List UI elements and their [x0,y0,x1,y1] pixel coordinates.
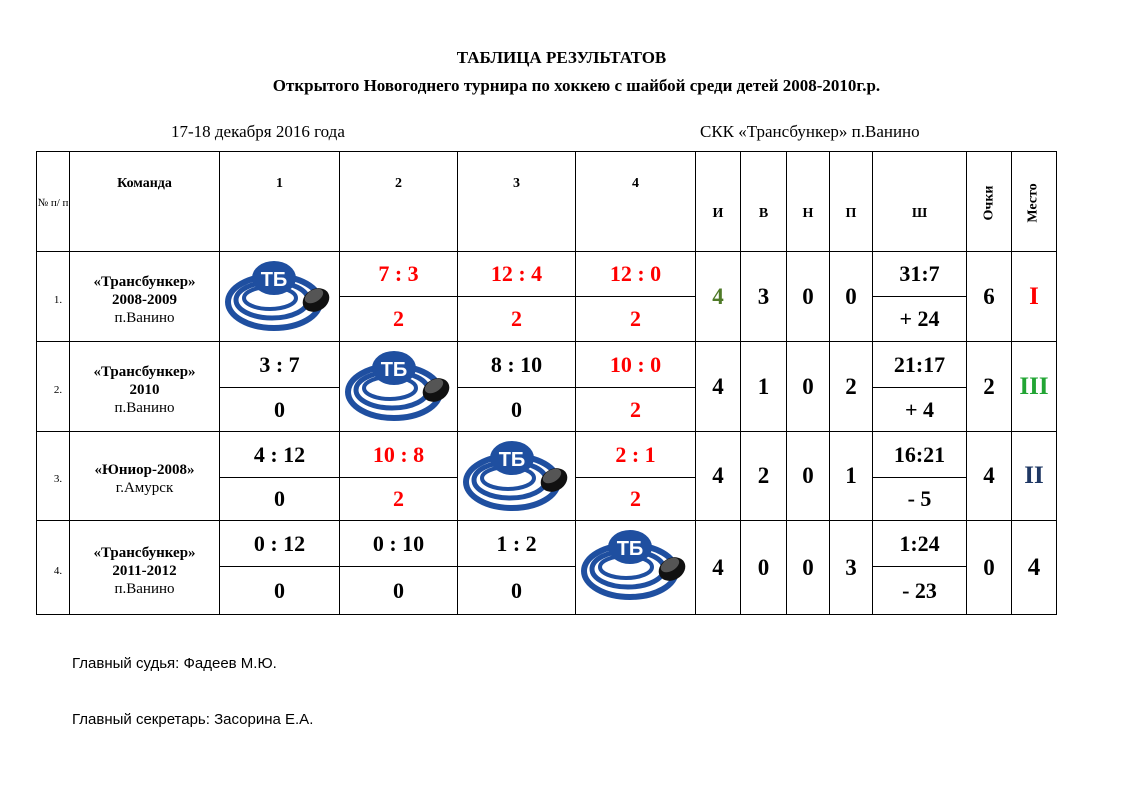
goals-ratio: 31:7 [873,252,967,297]
header-draws: Н [787,152,830,252]
match-points: 0 [458,388,576,432]
team-year: 2008-2009 [112,291,177,308]
team-logo-icon [462,436,572,521]
goal-difference: + 24 [873,297,967,342]
match-points: 2 [458,297,576,342]
match-score: 3 : 7 [220,342,340,388]
points: 4 [967,432,1012,521]
team-year: 2010 [129,381,160,398]
draws: 0 [787,342,830,432]
chief-secretary: Главный секретарь: Засорина Е.А. [72,711,314,728]
header-team: Команда [70,152,220,252]
header-goals: Ш [873,152,967,252]
results-table [36,151,1057,615]
match-score: 0 : 12 [220,521,340,567]
table-header-row [37,152,1057,252]
team-cell [70,252,220,342]
team-city: п.Ванино [114,580,175,597]
tournament-date: 17-18 декабря 2016 года [171,122,345,141]
match-points: 0 [220,478,340,521]
row-number: 4. [37,521,70,615]
svg-text:ТБ: ТБ [260,269,288,291]
points: 6 [967,252,1012,342]
match-score: 12 : 4 [458,252,576,297]
wins: 2 [741,432,787,521]
tournament-venue: СКК «Трансбункер» п.Ванино [700,122,920,141]
self-match-cell [340,342,458,432]
losses: 0 [830,252,873,342]
self-match-cell [576,521,696,615]
team-cell [70,342,220,432]
page-title: ТАБЛИЦА РЕЗУЛЬТАТОВ [456,48,667,67]
games-played: 4 [696,252,741,342]
points: 2 [967,342,1012,432]
match-points: 2 [576,388,696,432]
draws: 0 [787,252,830,342]
draws: 0 [787,432,830,521]
match-score: 2 : 1 [576,432,696,478]
team-city: п.Ванино [114,399,175,416]
chief-judge: Главный судья: Фадеев М.Ю. [72,655,277,672]
header-col-4: 4 [576,152,696,252]
team-name: «Трансбункер» [93,544,196,561]
svg-text:ТБ: ТБ [380,359,408,381]
match-points: 2 [576,297,696,342]
team-city: г.Амурск [115,480,174,496]
games-played: 4 [696,432,741,521]
team-city: п.Ванино [114,309,175,326]
match-points: 2 [340,478,458,521]
header-points-cell [967,152,1012,252]
losses: 3 [830,521,873,615]
header-col-1: 1 [220,152,340,252]
match-score: 10 : 8 [340,432,458,478]
match-points: 0 [220,567,340,615]
draws: 0 [787,521,830,615]
header-col-3: 3 [458,152,576,252]
games-played: 4 [696,342,741,432]
team-cell [70,521,220,615]
table-row [37,342,1057,388]
losses: 2 [830,342,873,432]
table-row [37,252,1057,297]
wins: 0 [741,521,787,615]
goal-difference: - 5 [873,478,967,521]
goals-ratio: 21:17 [873,342,967,388]
team-year: 2011-2012 [112,562,177,579]
svg-text:ТБ: ТБ [498,449,526,471]
self-match-cell [220,252,340,342]
losses: 1 [830,432,873,521]
table-row [37,521,1057,567]
wins: 3 [741,252,787,342]
games-played: 4 [696,521,741,615]
team-logo-icon [580,525,690,610]
team-name: «Трансбункер» [93,363,196,380]
goal-difference: - 23 [873,567,967,615]
goals-ratio: 1:24 [873,521,967,567]
row-number: 3. [37,432,70,521]
self-match-cell [458,432,576,521]
svg-text:ТБ: ТБ [616,538,644,560]
wins: 1 [741,342,787,432]
match-score: 10 : 0 [576,342,696,388]
place: 4 [1012,521,1057,615]
header-place: Место [1025,182,1041,223]
place: III [1012,342,1057,432]
match-score: 8 : 10 [458,342,576,388]
goals-ratio: 16:21 [873,432,967,478]
team-logo-icon [224,256,334,341]
team-cell [70,432,220,521]
match-points: 0 [220,388,340,432]
match-score: 1 : 2 [458,521,576,567]
match-score: 12 : 0 [576,252,696,297]
header-place-cell [1012,152,1057,252]
match-points: 2 [340,297,458,342]
place: II [1012,432,1057,521]
header-num: № п/ п [37,152,70,252]
team-logo-icon [344,346,454,431]
match-score: 0 : 10 [340,521,458,567]
match-points: 0 [340,567,458,615]
team-name: «Трансбункер» [93,273,196,290]
header-points: Очки [980,185,996,220]
goal-difference: + 4 [873,388,967,432]
row-number: 2. [37,342,70,432]
table-row [37,432,1057,478]
header-losses: П [830,152,873,252]
team-name: «Юниор-2008» [94,462,195,478]
row-number: 1. [37,252,70,342]
header-games: И [696,152,741,252]
match-points: 0 [458,567,576,615]
match-score: 7 : 3 [340,252,458,297]
match-score: 4 : 12 [220,432,340,478]
header-wins: В [741,152,787,252]
match-points: 2 [576,478,696,521]
header-col-2: 2 [340,152,458,252]
points: 0 [967,521,1012,615]
page-subtitle: Открытого Новогоднего турнира по хоккею с шайбой среди детей 2008-2010г.р. [272,76,881,95]
place: I [1012,252,1057,342]
